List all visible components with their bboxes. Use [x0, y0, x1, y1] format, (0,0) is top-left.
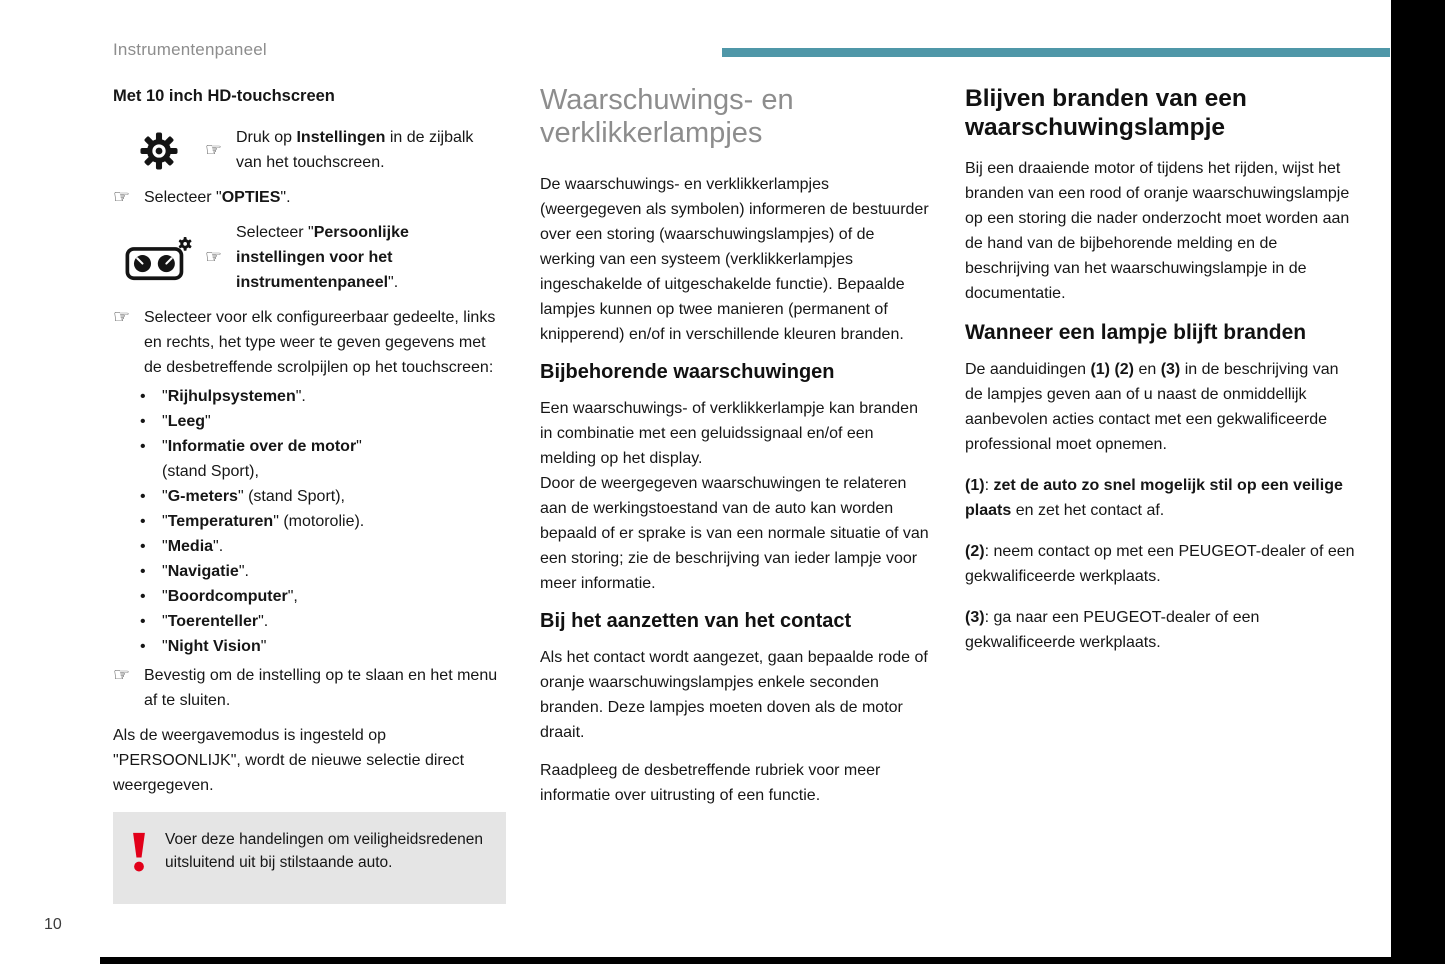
instrument-panel-icon — [113, 235, 205, 281]
subsection-heading: Met 10 inch HD-touchscreen — [113, 87, 335, 105]
section-title: Blijven branden van een waarschuwingslampje — [965, 85, 1247, 141]
pointing-hand-icon: ☞ — [205, 139, 223, 161]
page-number: 10 — [44, 916, 62, 933]
settings-gear-icon — [113, 130, 205, 170]
list-item: • "G-meters" (stand Sport), — [140, 484, 506, 509]
warning-exclamation-icon — [129, 828, 151, 874]
instruction-text: Selecteer "OPTIES". — [144, 189, 291, 206]
paragraph: (2): neem contact op met een PEUGEOT-dealer of een gekwalificeerde werkplaats. — [965, 543, 1355, 585]
instruction-step — [113, 663, 506, 713]
list-item: • "Rijhulpsystemen". — [140, 384, 506, 409]
column-touchscreen-settings — [113, 84, 506, 904]
paragraph: Een waarschuwings- of verklikkerlampje kan branden in combinatie met een geluidssignaal en/of een melding op het display. — [540, 400, 918, 467]
list-item: • "Boordcomputer", — [140, 584, 506, 609]
safety-note-text: Voer deze handelingen om veiligheidsredenen uitsluitend uit bij stilstaande auto. — [165, 831, 483, 871]
closing-paragraph: Als de weergavemodus is ingesteld op "PERSOONLIJK", wordt de nieuwe selectie direct weergegeven. — [113, 727, 465, 794]
subsection-heading: Wanneer een lampje blijft branden — [965, 321, 1307, 344]
column-warning-lamps — [540, 84, 933, 821]
bottom-edge-bar — [100, 957, 1391, 964]
paragraph: (3): ga naar een PEUGEOT-dealer of een gekwalificeerde werkplaats. — [965, 609, 1260, 651]
paragraph: Raadpleeg de desbetreffende rubriek voor meer informatie over uitrusting of een functie. — [540, 762, 881, 804]
list-item: • "Temperaturen" (motorolie). — [140, 509, 506, 534]
instruction-text: Selecteer voor elk configureerbaar gedeelte, links en rechts, het type weer te geven gegevens met de desbetreffende scrolpijlen op het touchscreen: — [144, 309, 496, 376]
list-item: • "Media". — [140, 534, 506, 559]
instruction-text: Bevestig om de instelling op te slaan en het menu af te sluiten. — [144, 667, 498, 709]
right-edge-bar — [1391, 0, 1445, 964]
list-item: • "Toerenteller". — [140, 609, 506, 634]
section-title: Waarschuwings- en verklikkerlampjes — [540, 84, 794, 149]
instruction-step — [113, 220, 506, 295]
instruction-step — [113, 125, 506, 175]
list-item: • "Night Vision" — [140, 634, 506, 659]
list-item: • "Leeg" — [140, 409, 506, 434]
paragraph: (1): zet de auto zo snel mogelijk stil op een veilige plaats en zet het contact af. — [965, 477, 1343, 519]
paragraph: Als het contact wordt aangezet, gaan bepaalde rode of oranje waarschuwingslampjes enkele seconden branden. Deze lampjes moeten doven als de motor draait. — [540, 649, 928, 741]
instruction-step — [113, 185, 506, 210]
column-lamp-stays-lit — [965, 84, 1358, 671]
instruction-text: Selecteer "Persoonlijke instellingen voor het instrumentenpaneel". — [236, 224, 409, 291]
subsection-heading: Bij het aanzetten van het contact — [540, 610, 852, 632]
paragraph: Door de weergegeven waarschuwingen te relateren aan de werkingstoestand van de auto kan worden bepaald of er sprake is van een normale situatie of van een storing; zie de beschrijving van ieder lampje voor meer informatie. — [540, 475, 929, 592]
safety-note-box — [113, 812, 506, 904]
paragraph: De waarschuwings- en verklikkerlampjes (weergegeven als symbolen) informeren de bestuurder over een storing (waarschuwingslampjes) of de werking van een systeem (verklikkerlampjes ingeschakelde of uitgeschakelde functie). Bepaalde lampjes kunnen op twee manieren (permanent of knipperend) en/of in verschillende kleuren branden. — [540, 176, 929, 343]
list-item: • "Navigatie". — [140, 559, 506, 584]
subsection-heading: Bijbehorende waarschuwingen — [540, 361, 835, 383]
pointing-hand-icon: ☞ — [113, 665, 131, 686]
running-header: Instrumentenpaneel — [113, 40, 267, 59]
paragraph: Bij een draaiende motor of tijdens het rijden, wijst het branden van een rood of oranje waarschuwingslampje op een storing die nader onderzocht moet worden aan de hand van de bijbehorende melding en de beschrijving van het waarschuwingslampje in de documentatie. — [965, 160, 1350, 302]
pointing-hand-icon: ☞ — [113, 307, 131, 328]
instruction-step — [113, 305, 506, 380]
pointing-hand-icon: ☞ — [113, 187, 131, 208]
list-item: • "Informatie over de motor" (stand Sport), — [140, 434, 392, 484]
pointing-hand-icon: ☞ — [205, 247, 223, 268]
chapter-accent-bar — [722, 48, 1390, 57]
paragraph: De aanduidingen (1) (2) en (3) in de beschrijving van de lampjes geven aan of u naast de onmiddellijk aanbevolen acties contact met een gekwalificeerde professional moet opnemen. — [965, 361, 1339, 453]
display-options-list — [140, 384, 506, 659]
instruction-text: Druk op Instellingen in de zijbalk van het touchscreen. — [236, 129, 474, 171]
